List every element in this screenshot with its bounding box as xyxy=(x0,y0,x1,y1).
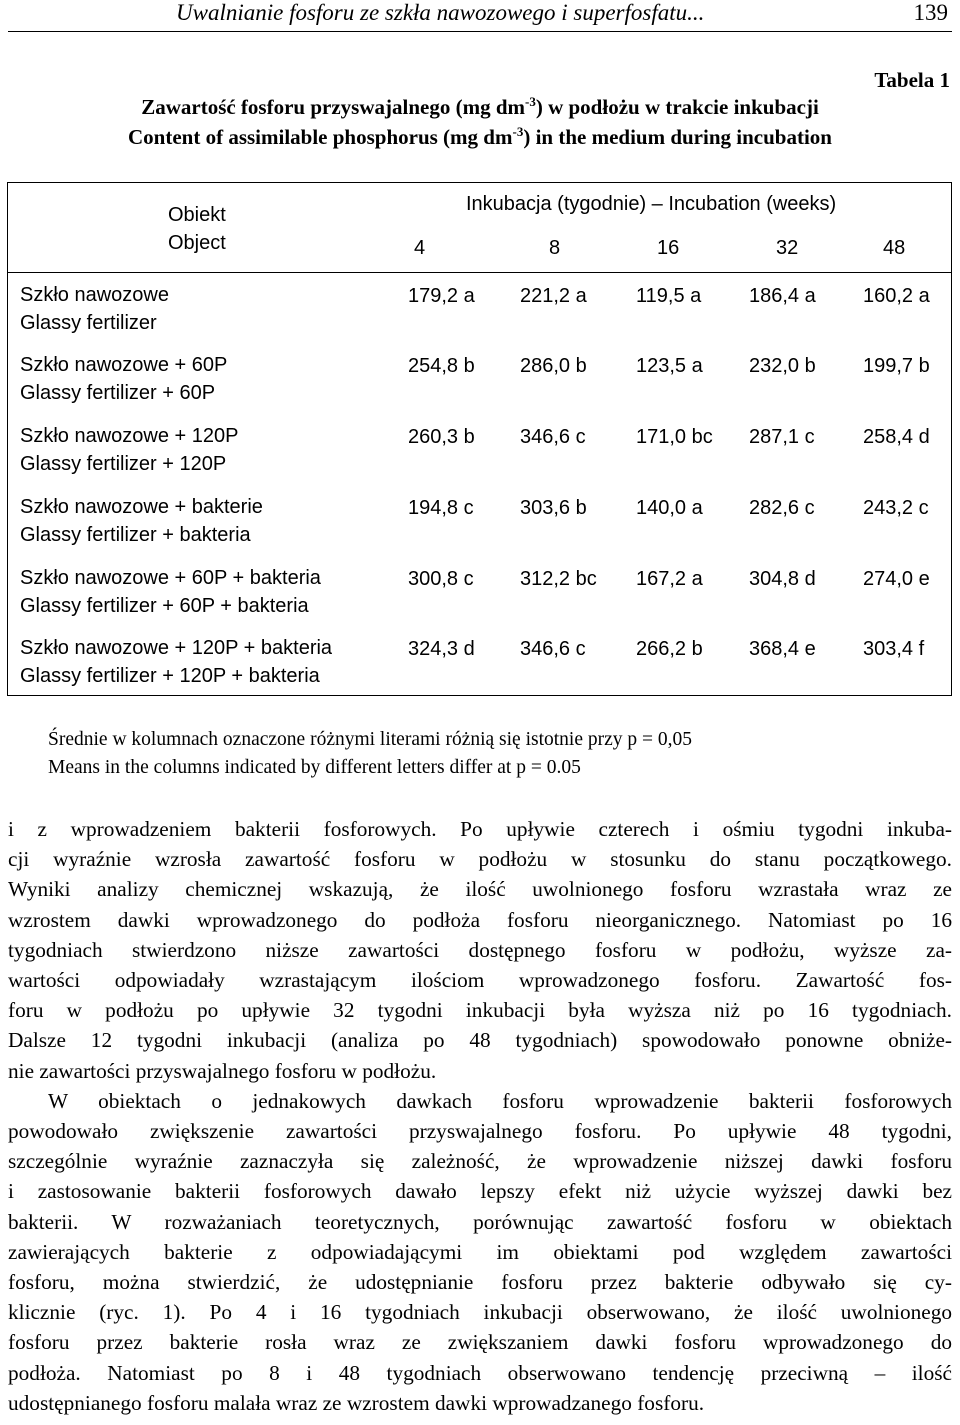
body-line: W obiektach o jednakowych dawkach fosforu wprowadzenie bakterii fosforowych xyxy=(48,1088,952,1113)
table-cell: 287,1 c xyxy=(749,426,815,448)
object-header-en: Object xyxy=(168,232,226,254)
week-header: 4 xyxy=(414,237,426,259)
body-line: klicznie (ryc. 1). Po 4 i 16 tygodniach inkubacji obserwowano, że ilość uwolnionego xyxy=(8,1300,952,1325)
table-cell: 274,0 e xyxy=(863,568,930,590)
table-cell: 160,2 a xyxy=(863,285,930,307)
table-row-label xyxy=(20,351,227,407)
body-line: foru w podłożu po upływie 32 tygodni inkubacji była wyższa niż po 16 tygodniach. xyxy=(8,998,952,1023)
table-cell: 286,0 b xyxy=(520,355,587,377)
row-label-en: Glassy fertilizer + bakteria xyxy=(20,524,251,546)
row-label-en: Glassy fertilizer + 60P + bakteria xyxy=(20,595,309,617)
week-header: 48 xyxy=(883,237,906,259)
row-label-en: Glassy fertilizer + 120P xyxy=(20,453,227,475)
data-table xyxy=(7,182,952,696)
body-line: bakterii. W rozważaniach teoretycznych, porównując zawartość fosforu w obiektach xyxy=(8,1209,952,1234)
caption-en-after: ) in the medium during incubation xyxy=(523,125,832,149)
table-row-label xyxy=(20,634,332,690)
table-cell: 303,4 f xyxy=(863,638,925,660)
table-cell: 171,0 bc xyxy=(636,426,713,448)
body-line: fosforu, można stwierdzić, że udostępnianie fosforu przez bakterie odbywało się cy- xyxy=(8,1270,952,1295)
body-line: Dalsze 12 tygodni inkubacji (analiza po 48 tygodniach) spowodowało ponowne obniże- xyxy=(8,1028,952,1053)
caption-pl-before: Zawartość fosforu przyswajalnego (mg dm xyxy=(141,95,525,119)
caption-en-sup: -3 xyxy=(512,124,524,139)
table-cell: 179,2 a xyxy=(408,285,475,307)
week-header: 32 xyxy=(776,237,799,259)
table-caption-pl xyxy=(0,94,960,120)
row-label-pl: Szkło nawozowe xyxy=(20,284,169,306)
row-label-pl: Szkło nawozowe + 120P xyxy=(20,425,239,447)
table-cell: 303,6 b xyxy=(520,497,587,519)
body-line: i z wprowadzeniem bakterii fosforowych. Po upływie czterech i ośmiu tygodni inkuba- xyxy=(8,817,952,841)
table-cell: 167,2 a xyxy=(636,568,703,590)
table-cell: 300,8 c xyxy=(408,568,474,590)
table-cell: 304,8 d xyxy=(749,568,816,590)
table-row-label xyxy=(20,281,169,337)
body-line: wzrostem dawki wprowadzonego do podłoża fosforu nieorganicznego. Natomiast po 16 xyxy=(8,907,952,932)
body-line: udostępnianego fosforu malała wraz ze wzrostem dawki wprowadzanego fosforu. xyxy=(8,1390,705,1415)
body-line: nie zawartości przyswajalnego fosforu w podłożu. xyxy=(8,1058,437,1083)
table-cell: 119,5 a xyxy=(636,285,702,307)
table-cell: 282,6 c xyxy=(749,497,815,519)
table-cell: 194,8 c xyxy=(408,497,474,519)
caption-en-before: Content of assimilable phosphorus (mg dm xyxy=(128,125,513,149)
table-cell: 312,2 bc xyxy=(520,568,597,590)
table-cell: 221,2 a xyxy=(520,285,587,307)
body-line: szczególnie wyraźnie zaznaczyła się zależność, że wprowadzenie niższej dawki fosforu xyxy=(8,1149,952,1174)
caption-pl-sup: -3 xyxy=(525,94,536,109)
table-cell: 258,4 d xyxy=(863,426,930,448)
table-row-label xyxy=(20,564,321,620)
table-cell: 140,0 a xyxy=(636,497,703,519)
table-row-label xyxy=(20,422,238,478)
table-cell: 260,3 b xyxy=(408,426,475,448)
body-text xyxy=(8,814,952,1418)
row-label-en: Glassy fertilizer + 60P xyxy=(20,382,216,404)
week-header: 8 xyxy=(549,237,561,259)
table-cell: 186,4 a xyxy=(749,285,816,307)
body-line: fosforu przez bakterie rosła wraz ze zwiększaniem dawki fosforu wprowadzonego do xyxy=(8,1330,952,1355)
table-row-label xyxy=(20,493,263,549)
table-cell: 266,2 b xyxy=(636,638,703,660)
row-label-pl: Szkło nawozowe + 60P xyxy=(20,354,228,376)
table-cell: 199,7 b xyxy=(863,355,930,377)
running-head-title: Uwalnianie fosforu ze szkła nawozowego i superfosfatu... xyxy=(176,0,705,25)
table-note-en: Means in the columns indicated by different letters differ at p = 0.05 xyxy=(48,757,581,778)
page-number: 139 xyxy=(913,0,948,25)
table-label: Tabela 1 xyxy=(874,68,950,92)
row-label-en: Glassy fertilizer + 120P + bakteria xyxy=(20,665,320,687)
table-cell: 243,2 c xyxy=(863,497,929,519)
running-head xyxy=(8,0,952,32)
table-cell: 346,6 c xyxy=(520,638,586,660)
body-line: podłoża. Natomiast po 8 i 48 tygodniach obserwowano tendencję przeciwną – ilość xyxy=(8,1360,952,1385)
body-line: wartości odpowiadały wzrastającym ilościom wprowadzonego fosforu. Zawartość fos- xyxy=(8,968,952,993)
table-cell: 254,8 b xyxy=(408,355,475,377)
row-label-en: Glassy fertilizer xyxy=(20,312,157,334)
table-cell: 123,5 a xyxy=(636,355,703,377)
table-caption-en xyxy=(0,124,960,150)
table-note-pl: Średnie w kolumnach oznaczone różnymi literami różnią się istotnie przy p = 0,05 xyxy=(48,729,693,750)
table-cell: 232,0 b xyxy=(749,355,816,377)
table-cell: 368,4 e xyxy=(749,638,816,660)
body-line: Wyniki analizy chemicznej wskazują, że ilość uwolnionego fosforu wzrastała wraz ze xyxy=(8,877,952,902)
object-header xyxy=(168,201,226,257)
object-header-pl: Obiekt xyxy=(168,204,226,226)
body-line: cji wyraźnie wzrosła zawartość fosforu w podłożu w stosunku do stanu początkowego. xyxy=(8,847,952,872)
table-cell: 324,3 d xyxy=(408,638,475,660)
week-header: 16 xyxy=(657,237,680,259)
body-line: tygodniach stwierdzono niższe zawartości dostępnego fosforu w podłożu, wyższe za- xyxy=(8,937,952,962)
table-cell: 346,6 c xyxy=(520,426,586,448)
table-header-rule xyxy=(8,272,951,273)
body-line: powodowało zwiększenie zawartości przyswajalnego fosforu. Po upływie 48 tygodni, xyxy=(8,1119,952,1144)
body-line: zawierających bakterie z odpowiadającymi im obiektami pod względem zawartości xyxy=(8,1239,952,1264)
row-label-pl: Szkło nawozowe + bakterie xyxy=(20,496,263,518)
row-label-pl: Szkło nawozowe + 60P + bakteria xyxy=(20,567,321,589)
body-line: i zastosowanie bakterii fosforowych dawało lepszy efekt niż użycie wyższej dawki bez xyxy=(8,1179,952,1204)
caption-pl-after: ) w podłożu w trakcie inkubacji xyxy=(535,95,819,119)
row-label-pl: Szkło nawozowe + 120P + bakteria xyxy=(20,637,333,659)
incubation-header: Inkubacja (tygodnie) – Incubation (weeks) xyxy=(466,193,837,215)
